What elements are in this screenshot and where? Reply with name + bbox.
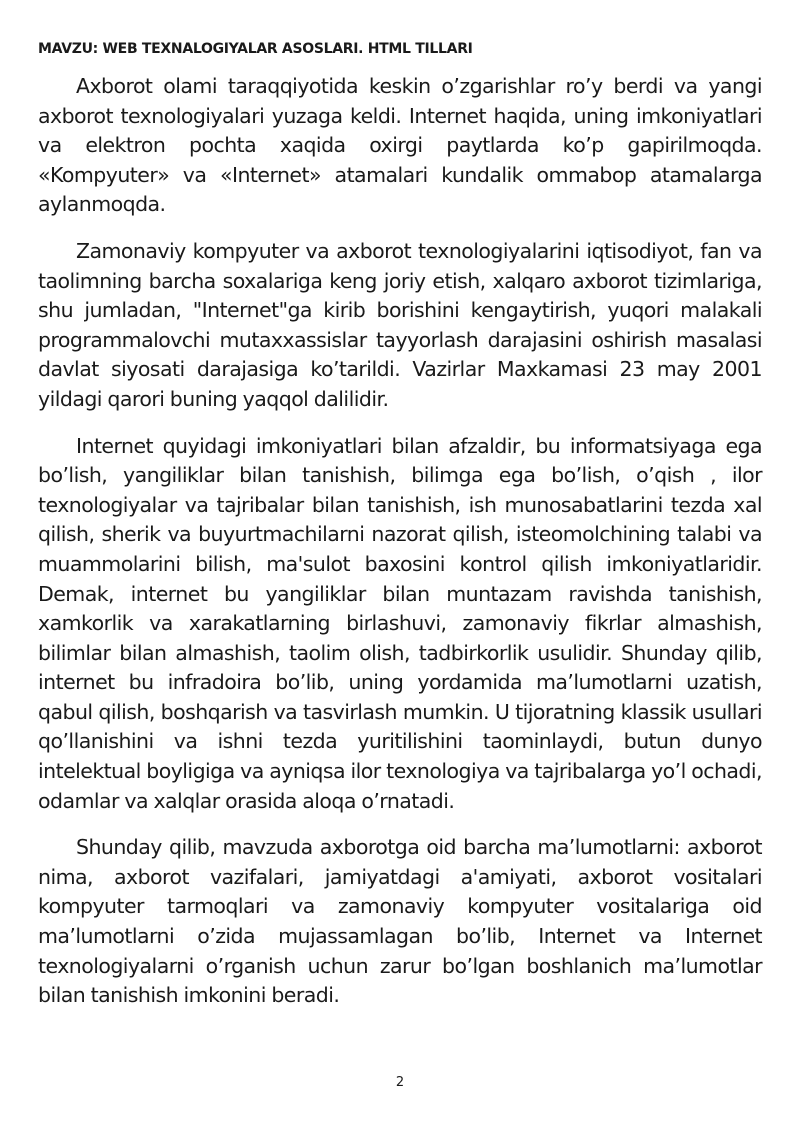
document-title: MAVZU: WEB TEXNALOGIYALAR ASOSLARI. HTML TILLARI [38,41,473,57]
page-number: 2 [395,1075,405,1090]
paragraph-1: Axborot olami taraqqiyotida keskin o’zgarishlar ro’y berdi va yangi axborot texnologiyalari yuzaga keldi. Internet haqida, uning imkoniyatlari va elektron pochta xaqida oxirgi paytlarda ko’p gapirilmoqda. «Kompyuter» va «Internet» atamalari kundalik ommabop atamalarga aylanmoqda. [38,74,762,217]
paragraph-2: Zamonaviy kompyuter va axborot texnologiyalarini iqtisodiyot, fan va taolimning barcha soxalariga keng joriy etish, xalqaro axborot tizimlariga, shu jumladan, "Internet"ga kirib borishini kengaytirish, yuqori malakali programmalovchi mutaxxassislar tayyorlash darajasini oshirish masalasi davlat siyosati darajasiga ko’tarildi. Vazirlar Maxkamasi 23 may 2001 yildagi qarori buning yaqqol dalilidir. [38,238,762,411]
paragraph-3: Internet quyidagi imkoniyatlari bilan afzaldir, bu informatsiyaga ega bo’lish, yangiliklar bilan tanishish, bilimga ega bo’lish, o’qish , ilor texnologiyalar va tajribalar bilan tanishish, ish munosabatlarini tezda xal qilish, sherik va buyurtmachilarni nazorat qilish, isteomolchining talabi va muammolarini bilish, ma'sulot baxosini kontrol qilish imkoniyatlaridir. Demak, internet bu yangiliklar bilan muntazam ravishda tanishish, xamkorlik va xarakatlarning birlashuvi, zamonaviy fikrlar almashish, bilimlar bilan almashish, taolim olish, tadbirkorlik usulidir. Shunday qilib, internet bu infradoira bo’lib, uning yordamida ma’lumotlarni uzatish, qabul qilish, boshqarish va tasvirlash mumkin. U tijoratning klassik usullari qo’llanishini va ishni tezda yuritilishini taominlaydi, butun dunyo intelektual boyligiga va ayniqsa ilor texnologiya va tajribalarga yo’l ochadi, odamlar va xalqlar orasida aloqa o’rnatadi. [38,433,762,813]
paragraph-4: Shunday qilib, mavzuda axborotga oid barcha ma’lumotlarni: axborot nima, axborot vazifalari, jamiyatdagi a'amiyati, axborot vositalari kompyuter tarmoqlari va zamonaviy kompyuter vositalariga oid ma’lumotlarni o’zida mujassamlagan bo’lib, Internet va Internet texnologiyalarni o’rganish uchun zarur bo’lgan boshlanich ma’lumotlar bilan tanishish imkonini beradi. [38,835,762,1008]
